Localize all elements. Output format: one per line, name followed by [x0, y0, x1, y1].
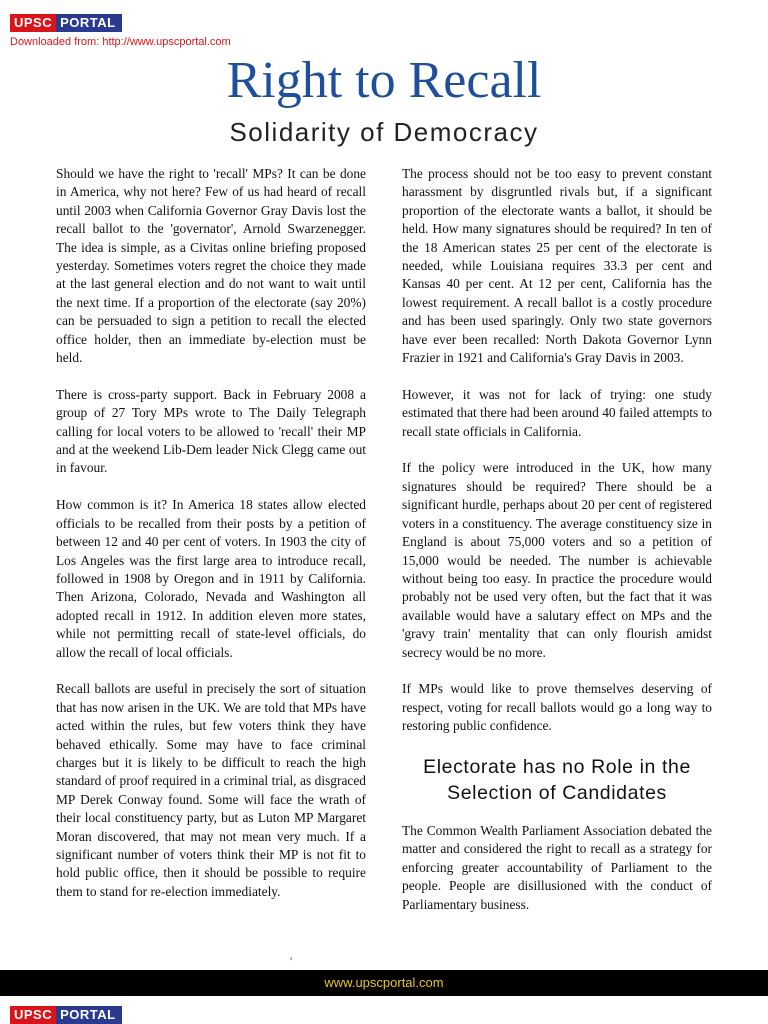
download-source-note: Downloaded from: http://www.upscportal.com — [10, 36, 231, 48]
logo-part-upsc: UPSC — [10, 1006, 56, 1024]
logo-part-upsc: UPSC — [10, 14, 56, 32]
left-column — [56, 165, 366, 920]
upsc-portal-logo — [10, 14, 122, 32]
paragraph: The Common Wealth Parliament Association debated the matter and considered the right to recall as a strategy for enforcing greater accountability of Parliament to the people. People are disillusioned with the conduct of Parliamentary business. — [402, 822, 712, 912]
paragraph: Should we have the right to 'recall' MPs? It can be done in America, why not here? Few of us had heard of recall until 2003 when California Governor Gray Davis lost the recall ballot to the 'governator', Arnold Swarzenegger. The idea is simple, as a Civitas online briefing proposed yesterday. Sometimes voters regret the choice they made at the last general election and do not want to wait until the next time. If a proportion of the electorate (say 20%) can be persuaded to sign a petition to recall the elected office holder, then an immediate by-election must be held. — [56, 166, 366, 366]
article-title: Right to Recall — [226, 52, 542, 109]
paragraph: The process should not be too easy to prevent constant harassment by disgruntled rivals but, if a significant proportion of the electorate wants a ballot, it should be held. How many signatures should be required? In ten of the 18 American states 25 per cent of the electorate is needed, while Louisiana requires 33.3 per cent and Kansas 40 per cent. At 12 per cent, California has the lowest requirement. A recall ballot is a costly procedure and has been used sparingly. Only two state governors have ever been recalled: North Dakota Governor Lynn Frazier in 1921 and California's Gray Davis in 2003. — [402, 166, 712, 366]
stray-mark: ' — [290, 954, 293, 968]
paragraph: If the policy were introduced in the UK, how many signatures should be required? There should be a significant hurdle, perhaps about 20 per cent of registered voters in a constituency. The average constituency size in England is about 75,000 voters and so a petition of 15,000 would be needed. The number is achievable without being too easy. In practice the procedure would probably not be used very often, but the fact that it was available would have a salutary effect on MPs and the 'gravy train' mentality that can only flourish amidst secrecy would be no more. — [402, 460, 712, 660]
footer-bar — [0, 970, 768, 996]
article-subtitle: Solidarity of Democracy — [229, 117, 539, 147]
paragraph: How common is it? In America 18 states allow elected officials to be recalled from their posts by a petition of between 12 and 40 per cent of voters. In 1903 the city of Los Angeles was the first large area to introduce recall, followed in 1908 by Oregon and in 1911 by California. Then Arizona, Colorado, Nevada and Washington all adopted recall in 1912. In addition eleven more states, while not permitting recall of state-level officials, do allow the recall of local officials. — [56, 497, 366, 660]
right-column — [402, 165, 712, 932]
paragraph: Recall ballots are useful in precisely the sort of situation that has now arisen in the UK. We are told that MPs have acted within the rules, but few voters think they have behaved ethically. Some may have to face criminal charges but it is likely to be difficult to reach the high standard of proof required in a criminal trial, as disgraced MP Derek Conway found. Some will face the wrath of their local constituency party, but as Luton MP Margaret Moran discovered, that may not mean very much. If a significant number of voters think their MP is not fit to hold public office, then it should be possible to require them to stand for re-election immediately. — [56, 681, 366, 899]
paragraph: There is cross-party support. Back in February 2008 a group of 27 Tory MPs wrote to The Daily Telegraph calling for local voters to be allowed to 'recall' their MP and at the weekend Lib-Dem leader Nick Clegg came out in favour. — [56, 386, 366, 476]
logo-part-portal: PORTAL — [56, 14, 121, 32]
paragraph: However, it was not for lack of trying: one study estimated that there had been around 40 failed attempts to recall state officials in California. — [402, 386, 712, 439]
upsc-portal-logo-footer — [10, 1006, 122, 1024]
paragraph: If MPs would like to prove themselves deserving of respect, voting for recall ballots would go a long way to restoring public confidence. — [402, 681, 712, 734]
section-heading: Electorate has no Role in the Selection of Candidates — [423, 755, 691, 804]
logo-part-portal: PORTAL — [56, 1006, 121, 1024]
footer-url-link[interactable]: www.upscportal.com — [324, 975, 444, 990]
